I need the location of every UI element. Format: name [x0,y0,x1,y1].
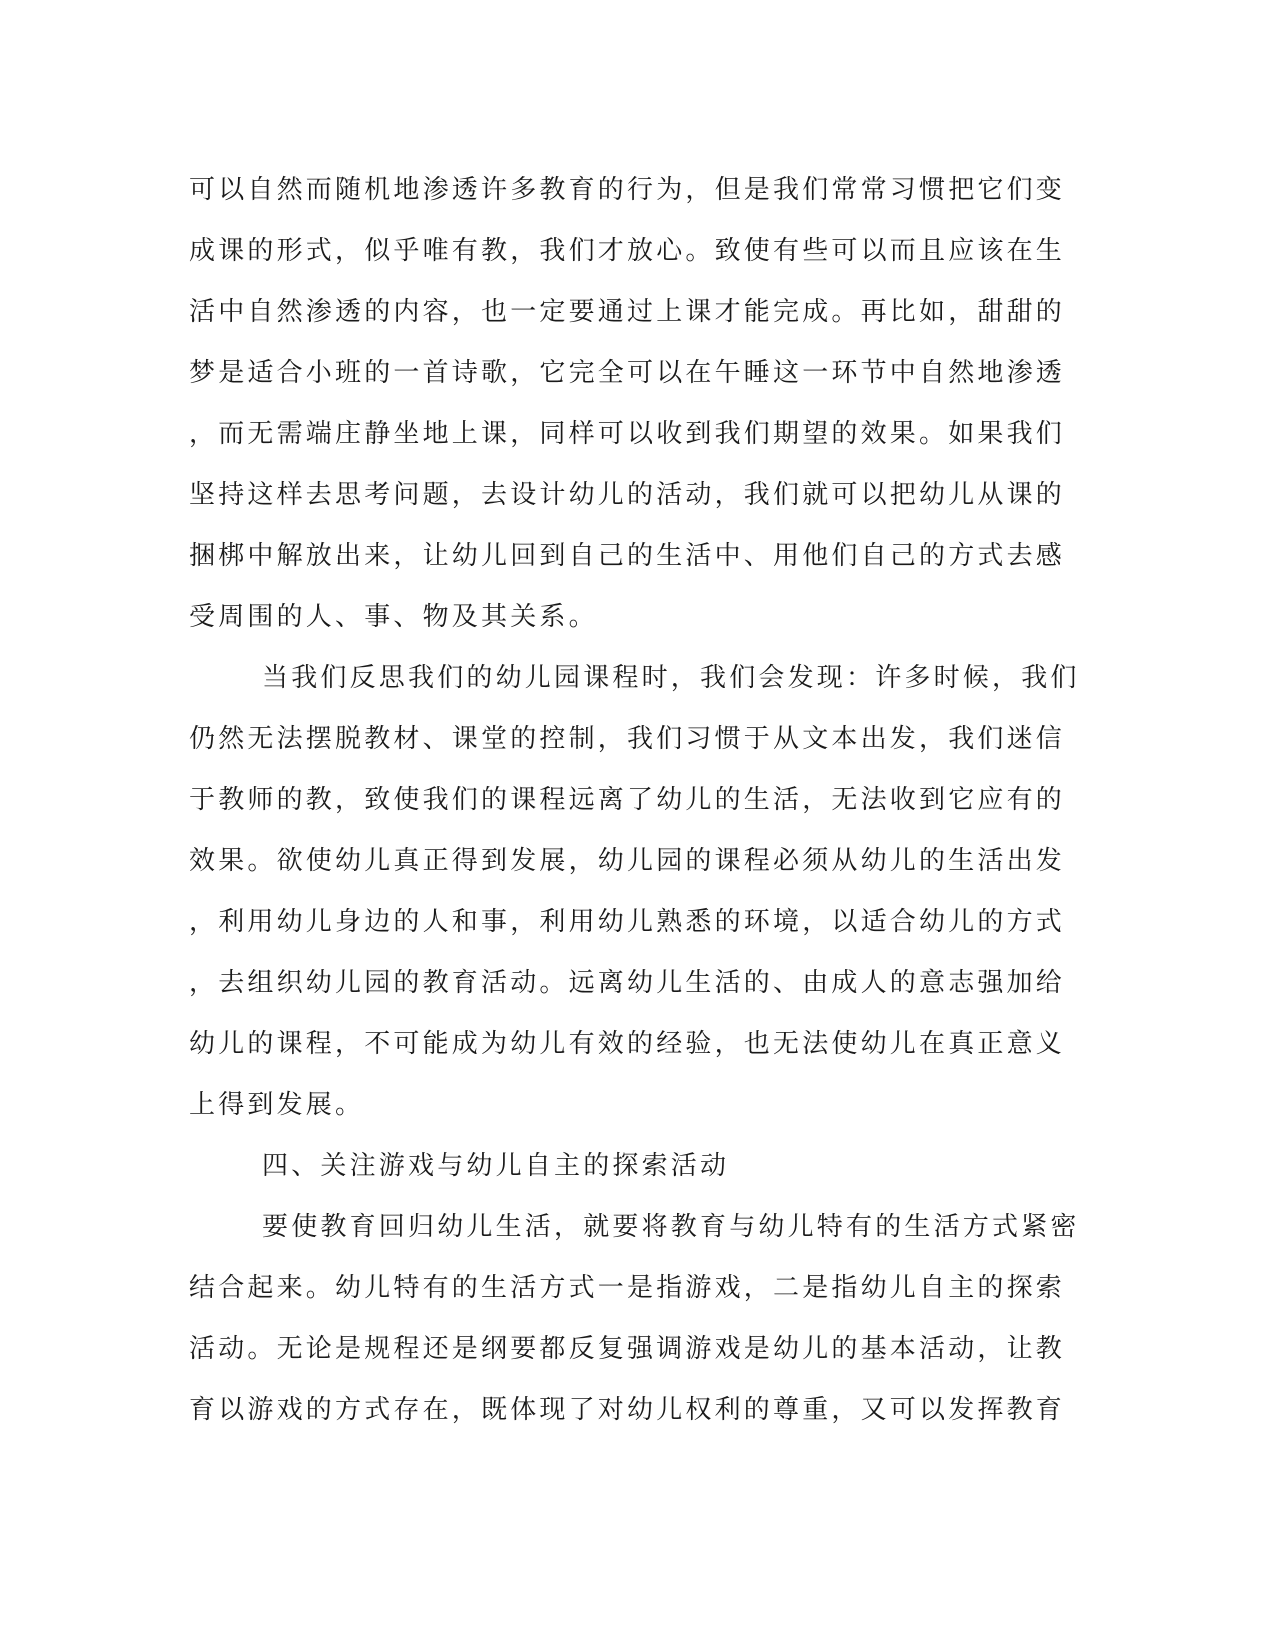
paragraph-start-line: 要使教育回归幼儿生活，就要将教育与幼儿特有的生活方式紧密 [262,1212,1080,1242]
section-heading: 四、关注游戏与幼儿自主的探索活动 [262,1151,730,1181]
body-text [189,160,1080,1441]
text-line: ，去组织幼儿园的教育活动。远离幼儿生活的、由成人的意志强加给 [189,968,1066,998]
text-line: 受周围的人、事、物及其关系。 [189,602,598,632]
paragraph-start-line: 当我们反思我们的幼儿园课程时，我们会发现：许多时候，我们 [262,663,1080,693]
text-line: 坚持这样去思考问题，去设计幼儿的活动，我们就可以把幼儿从课的 [189,480,1066,510]
text-line: 活动。无论是规程还是纲要都反复强调游戏是幼儿的基本活动，让教 [189,1334,1066,1364]
text-line: 可以自然而随机地渗透许多教育的行为，但是我们常常习惯把它们变 [189,175,1066,205]
text-line: 上得到发展。 [189,1090,365,1120]
text-line: 活中自然渗透的内容，也一定要通过上课才能完成。再比如，甜甜的 [189,297,1066,327]
text-line: 效果。欲使幼儿真正得到发展，幼儿园的课程必须从幼儿的生活出发 [189,846,1066,876]
text-line: ，而无需端庄静坐地上课，同样可以收到我们期望的效果。如果我们 [189,419,1066,449]
text-line: 捆梆中解放出来，让幼儿回到自己的生活中、用他们自己的方式去感 [189,541,1066,571]
text-line: 育以游戏的方式存在，既体现了对幼儿权利的尊重，又可以发挥教育 [189,1395,1066,1425]
text-line: 梦是适合小班的一首诗歌，它完全可以在午睡这一环节中自然地渗透 [189,358,1066,388]
text-line: 仍然无法摆脱教材、课堂的控制，我们习惯于从文本出发，我们迷信 [189,724,1066,754]
text-line: 成课的形式，似乎唯有教，我们才放心。致使有些可以而且应该在生 [189,236,1066,266]
text-line: 于教师的教，致使我们的课程远离了幼儿的生活，无法收到它应有的 [189,785,1066,815]
text-line: 幼儿的课程，不可能成为幼儿有效的经验，也无法使幼儿在真正意义 [189,1029,1066,1059]
text-line: 结合起来。幼儿特有的生活方式一是指游戏，二是指幼儿自主的探索 [189,1273,1066,1303]
text-line: ，利用幼儿身边的人和事，利用幼儿熟悉的环境，以适合幼儿的方式 [189,907,1066,937]
